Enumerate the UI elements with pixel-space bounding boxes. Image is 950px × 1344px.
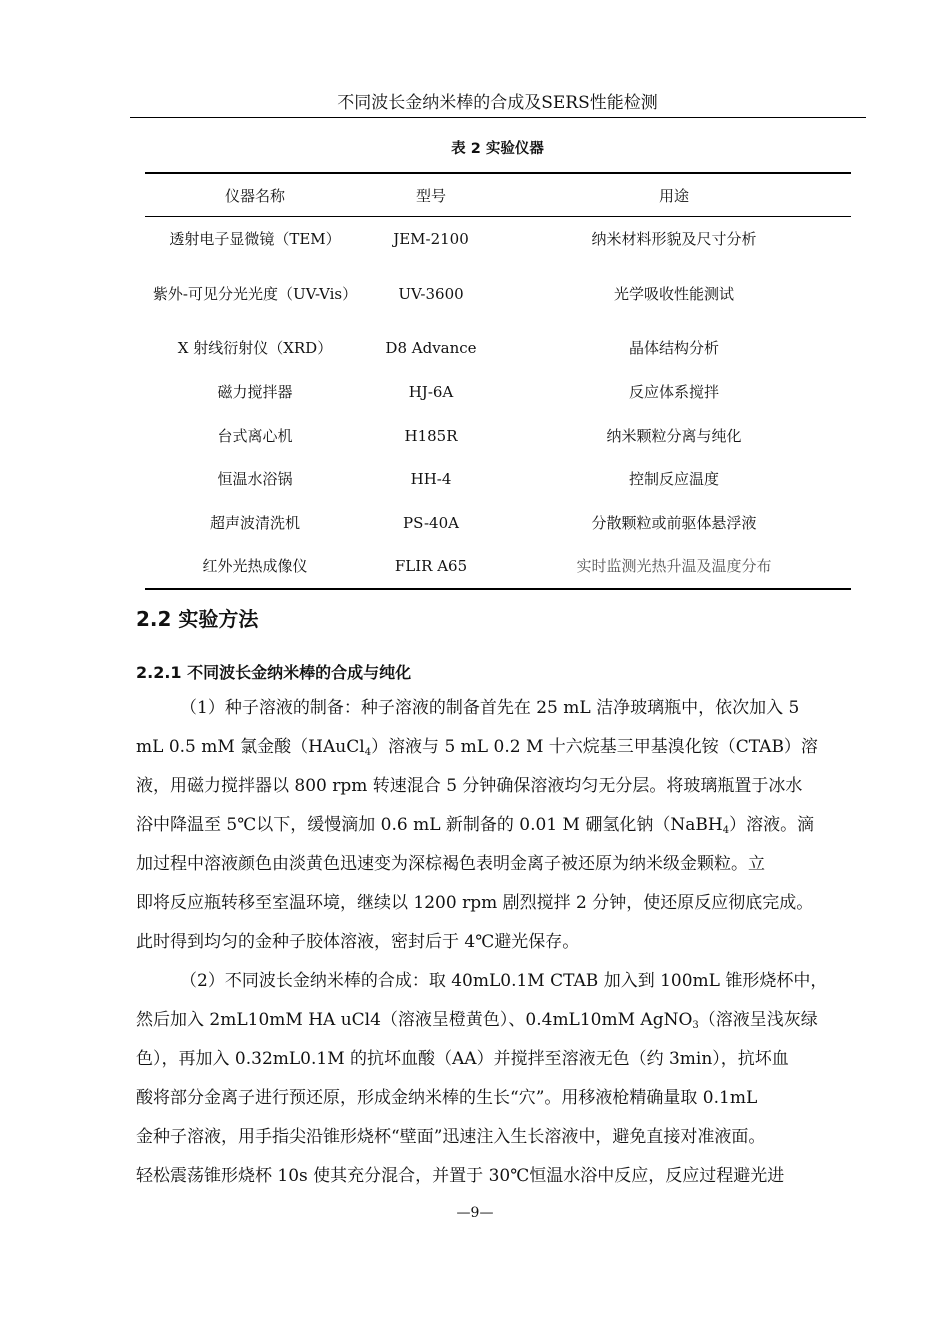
table-row [145,414,851,458]
text-run: ）溶液。滴 [729,815,815,835]
instrument-model: D8 Advance [385,339,477,358]
page-number: —9— [456,1205,494,1221]
table-row [145,217,851,261]
text-line: 加过程中溶液颜色由淡黄色迅速变为深棕褐色表明金离子被还原为纳米级金颗粒。立 [136,854,765,874]
column-header-name: 仪器名称 [145,173,365,217]
instrument-name: 恒温水浴锅 [217,470,293,489]
instrument-name: 磁力搅拌器 [217,382,293,401]
paragraph-nanorod-synthesis [136,962,866,1196]
instrument-purpose: 纳米材料形貌及尺寸分析 [591,229,757,248]
text-line [136,1001,866,1040]
text-line [136,806,866,845]
instrument-model: UV-3600 [398,284,464,303]
instrument-name: 紫外-可见分光光度（UV-Vis） [152,284,358,303]
text-line: 即将反应瓶转移至室温环境，继续以 1200 rpm 剧烈搅拌 2 分钟，使还原反应彻底完成。 [136,893,814,913]
header-rule [130,117,866,118]
instrument-name: 透射电子显微镜（TEM） [169,229,341,248]
text-run: 然后加入 2mL10mM HA uCl4（溶液呈橙黄色）、0.4mL10mM AgNO [136,1010,693,1030]
text-line: 此时得到均匀的金种子胶体溶液，密封后于 4℃避光保存。 [136,932,580,952]
column-header-model: 型号 [365,173,497,217]
column-header-purpose: 用途 [497,173,851,217]
instrument-purpose: 光学吸收性能测试 [613,284,734,303]
table-caption: 表 2 实验仪器 [451,141,544,157]
table-row [145,370,851,414]
instrument-model: HH-4 [410,470,452,489]
subscript: 4 [364,747,372,758]
instrument-purpose: 控制反应温度 [628,470,719,489]
instrument-purpose: 实时监测光热升温及温度分布 [497,545,851,590]
instrument-name: 红外光热成像仪 [145,545,365,590]
table-row [145,327,851,371]
running-header: 不同波长金纳米棒的合成及SERS性能检测 [337,93,658,113]
table-row [145,457,851,501]
instrument-model: PS-40A [403,513,459,532]
subsection-heading: 2.2.1 不同波长金纳米棒的合成与纯化 [136,663,412,682]
instrument-name: 台式离心机 [217,426,293,445]
instrument-table [145,172,851,590]
text-run: 浴中降温至 5℃以下，缓慢滴加 0.6 mL 新制备的 0.01 M 硼氢化钠（NaBH [136,815,723,835]
instrument-purpose: 纳米颗粒分离与纯化 [606,426,742,445]
instrument-name: X 射线衍射仪（XRD） [177,339,333,358]
text-run: ）溶液与 5 mL 0.2 M 十六烷基三甲基溴化铵（CTAB）溶 [371,737,818,757]
table-row [145,261,851,327]
instrument-purpose: 分散颗粒或前驱体悬浮液 [591,513,757,532]
instrument-name: 超声波清洗机 [209,513,300,532]
text-line: 金种子溶液，用手指尖沿锥形烧杯“壁面”迅速注入生长溶液中，避免直接对准液面。 [136,1127,766,1147]
text-line: 色），再加入 0.32mL0.1M 的抗坏血酸（AA）并搅拌至溶液无色（约 3min），抗坏血 [136,1049,789,1069]
text-line: （2）不同波长金纳米棒的合成：取 40mL0.1M CTAB 加入到 100mL 锥形烧杯中， [180,971,828,991]
section-heading: 2.2 实验方法 [136,607,259,631]
instrument-model: HJ-6A [408,382,454,401]
instrument-purpose: 反应体系搅拌 [628,382,719,401]
table-row [145,545,851,590]
table-row [145,501,851,545]
instrument-model: JEM-2100 [393,229,469,248]
instrument-purpose: 晶体结构分析 [628,339,719,358]
text-run: mL 0.5 mM 氯金酸（HAuCl [136,737,365,757]
table-header-row [145,173,851,217]
text-run: （溶液呈浅灰绿 [698,1010,818,1030]
instrument-model: FLIR A65 [365,545,497,590]
instrument-model: H185R [404,426,458,445]
text-line: 酸将部分金离子进行预还原，形成金纳米棒的生长“穴”。用移液枪精确量取 0.1mL [136,1088,758,1108]
subscript: 4 [722,825,730,836]
paragraph-seed-solution [136,689,866,962]
text-line: （1）种子溶液的制备：种子溶液的制备首先在 25 mL 洁净玻璃瓶中，依次加入 5 [180,698,800,718]
text-line: 轻松震荡锥形烧杯 10s 使其充分混合，并置于 30℃恒温水浴中反应，反应过程避光进 [136,1166,785,1186]
subscript: 3 [692,1020,699,1031]
text-line [136,728,866,767]
text-line: 液，用磁力搅拌器以 800 rpm 转速混合 5 分钟确保溶液均匀无分层。将玻璃瓶置于冰水 [136,776,803,796]
